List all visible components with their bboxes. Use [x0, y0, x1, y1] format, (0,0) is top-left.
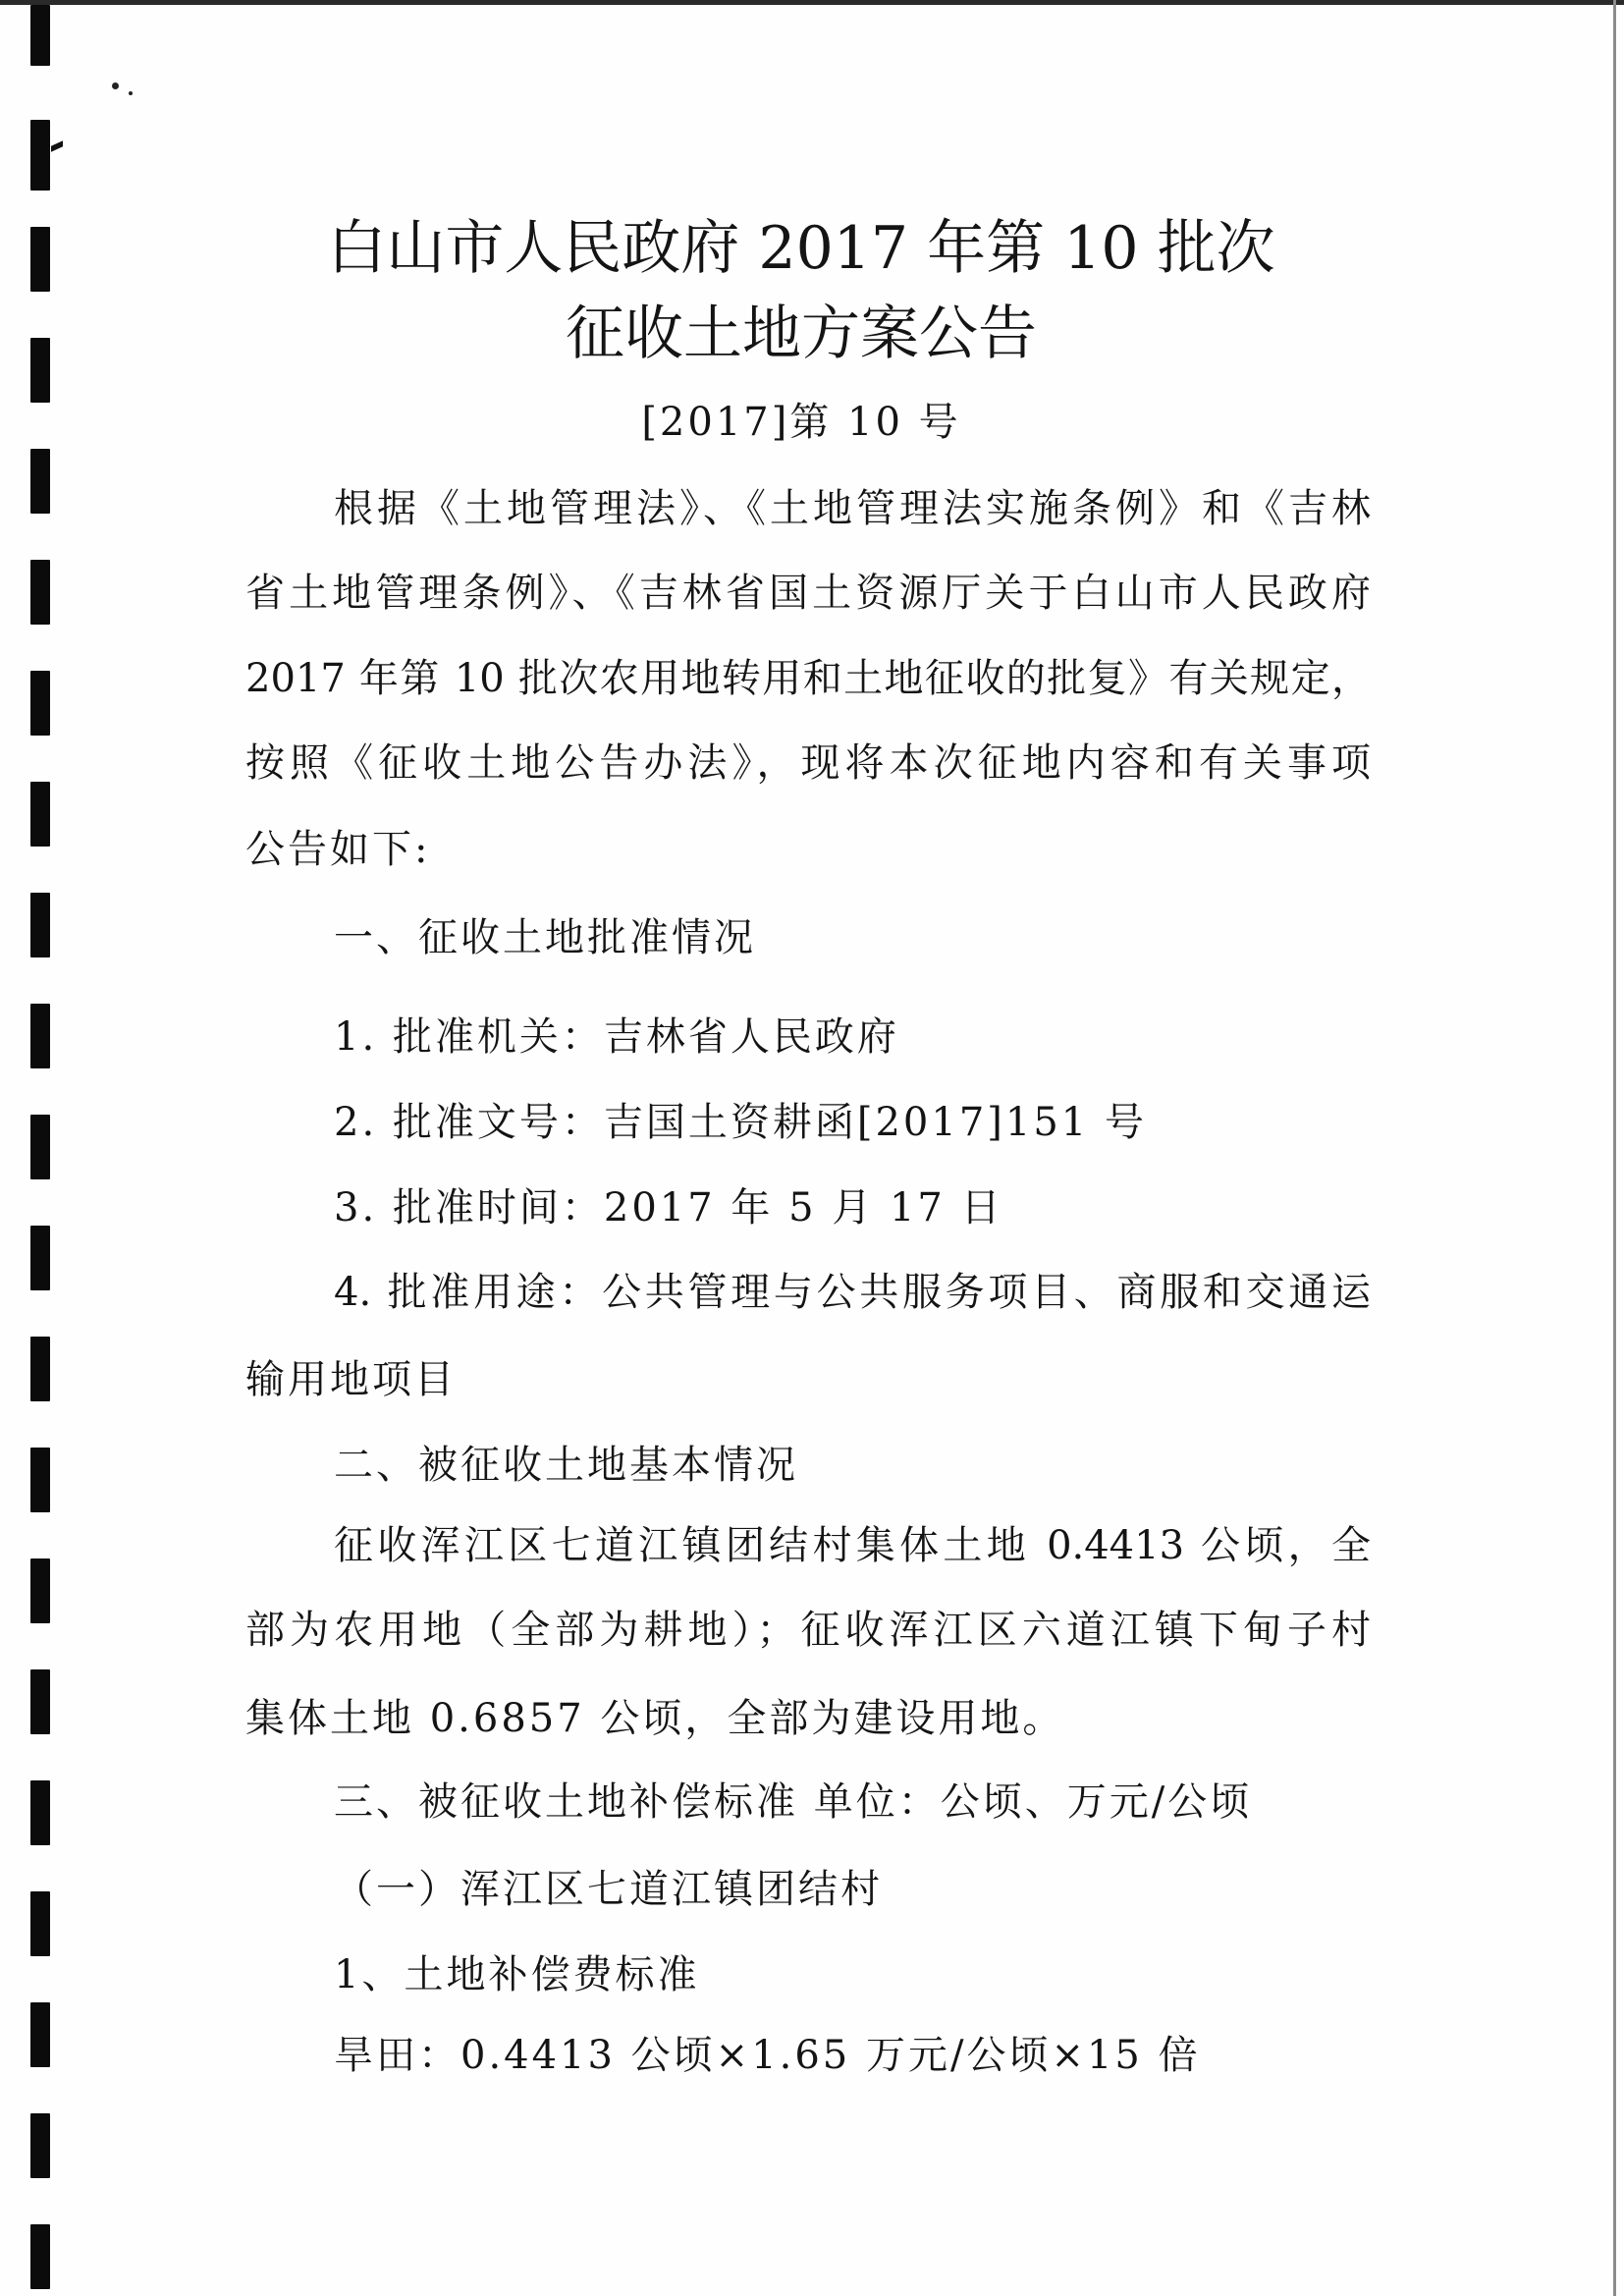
section-1-heading: 一、征收土地批准情况 [334, 915, 756, 960]
binding-hole-mark [30, 1448, 50, 1512]
scan-speck [129, 91, 133, 95]
subsection-1-heading: （一）浑江区七道江镇团结村 [334, 1867, 883, 1912]
approval-date-item: 3. 批准时间：2017 年 5 月 17 日 [334, 1185, 1003, 1230]
binding-hole-mark [30, 2002, 50, 2067]
binding-hole-mark [30, 1669, 50, 1734]
document-title-line-1: 白山市人民政府 2017 年第 10 批次 [327, 214, 1275, 283]
binding-hole-mark [30, 1115, 50, 1179]
binding-hole-mark [30, 671, 50, 736]
section-2-line: 征收浑江区七道江镇团结村集体土地 0.4413 公顷，全 [334, 1523, 1371, 1568]
compensation-item-heading: 1、土地补偿费标准 [334, 1952, 700, 1997]
binding-hole-mark [30, 560, 50, 625]
binding-hole-mark [30, 893, 50, 957]
intro-line: 根据《土地管理法》、《土地管理法实施条例》和《吉林 [334, 486, 1371, 531]
scan-smudge [51, 140, 63, 152]
approval-document-number-item: 2. 批准文号：吉国土资耕函[2017]151 号 [334, 1100, 1147, 1145]
section-2-line: 部为农用地（全部为耕地）；征收浑江区六道江镇下甸子村 [245, 1608, 1371, 1653]
scan-right-edge [1613, 0, 1616, 2296]
binding-hole-mark [30, 1337, 50, 1401]
binding-hole-mark [30, 449, 50, 514]
approval-purpose-item: 4. 批准用途：公共管理与公共服务项目、商服和交通运 [334, 1270, 1371, 1315]
approval-purpose-item-continued: 输用地项目 [245, 1357, 457, 1402]
intro-line: 按照《征收土地公告办法》，现将本次征地内容和有关事项 [245, 740, 1371, 786]
document-number: [2017]第 10 号 [641, 400, 961, 445]
binding-hole-mark [30, 1891, 50, 1956]
binding-hole-mark [30, 1780, 50, 1845]
binding-hole-mark [30, 2113, 50, 2178]
binding-hole-mark [30, 1004, 50, 1068]
scan-top-edge [0, 0, 1624, 5]
section-3-heading: 三、被征收土地补偿标准 单位：公顷、万元/公顷 [334, 1779, 1253, 1825]
section-2-line: 集体土地 0.6857 公顷，全部为建设用地。 [245, 1696, 1065, 1741]
binding-hole-mark [30, 1226, 50, 1290]
binding-hole-mark [30, 2224, 50, 2289]
document-title-line-2: 征收土地方案公告 [566, 300, 1037, 368]
approval-authority-item: 1. 批准机关：吉林省人民政府 [334, 1014, 899, 1060]
binding-hole-mark [30, 120, 50, 191]
section-2-heading: 二、被征收土地基本情况 [334, 1443, 798, 1488]
binding-hole-mark [30, 5, 50, 66]
intro-line: 2017 年第 10 批次农用地转用和土地征收的批复》有关规定， [245, 656, 1371, 701]
binding-hole-mark [30, 1558, 50, 1623]
scan-speck [112, 82, 119, 89]
binding-hole-mark [30, 782, 50, 847]
intro-line: 公告如下: [245, 827, 431, 872]
compensation-formula-line: 旱田：0.4413 公顷×1.65 万元/公顷×15 倍 [334, 2033, 1201, 2078]
intro-line: 省土地管理条例》、《吉林省国土资源厅关于白山市人民政府 [245, 571, 1371, 616]
